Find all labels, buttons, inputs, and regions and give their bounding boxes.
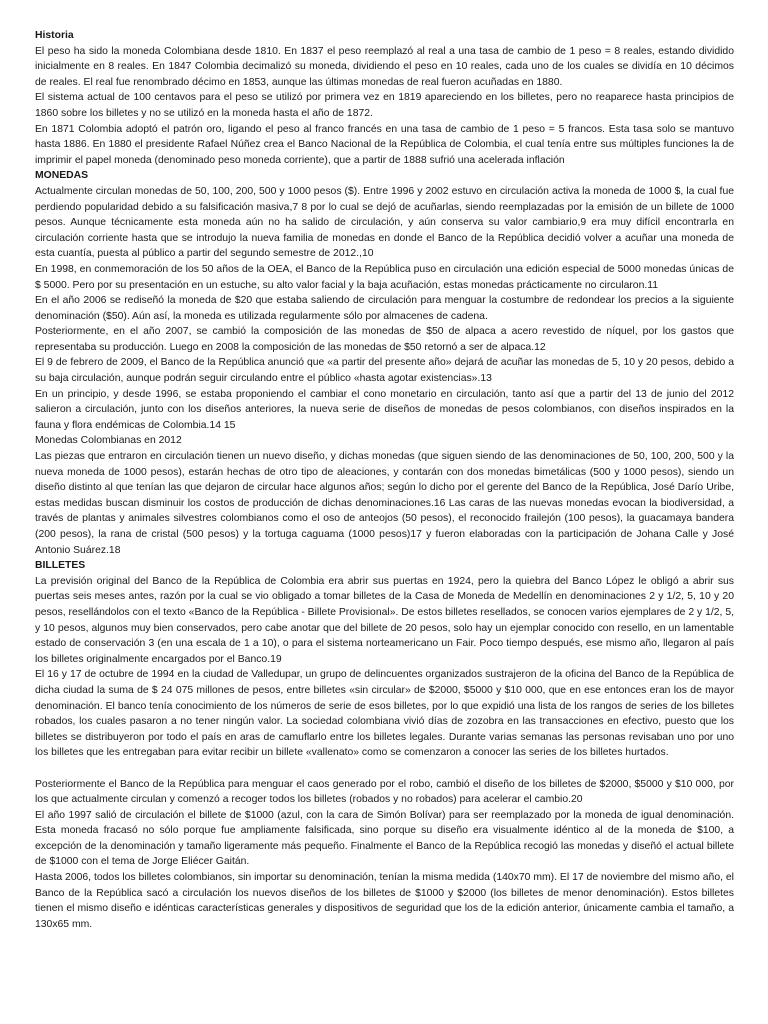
- paragraph: En 1998, en conmemoración de los 50 años de la OEA, el Banco de la República puso en circulación una edición especial de 5000 monedas únicas de $ 5000. Pero por su presentación en un estuche, su alto valor facial y la baja acuñación, estas monedas prácticamente no circularon.11: [35, 263, 734, 291]
- paragraph: En el año 2006 se rediseñó la moneda de $20 que estaba saliendo de circulación para menguar la costumbre de redondear los precios a la siguiente denominación ($50). Aún así, la moneda es utilizada regularmente sólo por almacenes de cadena.: [35, 295, 734, 322]
- section-monedas: [35, 168, 734, 558]
- paragraph: El peso ha sido la moneda Colombiana desde 1810. En 1837 el peso reemplazó al real a una tasa de cambio de 1 peso = 8 reales, estando dividido inicialmente en 8 reales. En 1847 Colombia decimalizó su moneda, dividiendo el peso en 10 reales, cada uno de los cuales se dividía en 10 décimos de reales. El real fue renombrado décimo en 1853, aunque las últimas monedas de real fueron acuñadas en 1880.: [35, 45, 734, 88]
- subheading: Monedas Colombianas en 2012: [35, 435, 182, 447]
- paragraph: En un principio, y desde 1996, se estaba proponiendo el cambiar el cono monetario en circulación, tanto así que a partir del 13 de junio del 2012 salieron a circulación, junto con los diseños anteriores, la nueva serie de diseños de monedas de pesos colombianos, con diseños inspirados en la fauna y flora endémicas de Colombia.14 15: [35, 388, 734, 431]
- paragraph: Actualmente circulan monedas de 50, 100, 200, 500 y 1000 pesos ($). Entre 1996 y 2002 estuvo en circulación activa la moneda de 1000 $, la cual fue perdiendo popularidad debido a su falsificación masiva,7 8 por lo cual se dejó de acuñarlas, siendo reemplazadas por la emisión de un billete de 1000 pesos. Aunque técnicamente esta moneda aún no ha salido de circulación, y aún conserva su valor cambiario,9 era muy difícil encontrarla en circulación corriente hasta que se introdujo la nueva familia de monedas en donde el Banco de la República decidió volver a acuñar una moneda de esta cuantía, puesta al público a partir del segundo semestre de 2012.,10: [35, 185, 734, 260]
- section-historia: [35, 28, 734, 168]
- paragraph-spacer: [35, 761, 734, 777]
- paragraph: Hasta 2006, todos los billetes colombianos, sin importar su denominación, tenían la misma medida (140x70 mm). El 17 de noviembre del mismo año, el Banco de la República sacó a circulación los nuevos diseños de los billetes de $1000 y $2000 (los billetes de menor denominación). Estos billetes tienen el mismo diseño e idénticas características generales y dispositivos de seguridad que los de la edición anterior, únicamente cambia el tamaño, a 130x65 mm.: [35, 872, 734, 930]
- paragraph: El año 1997 salió de circulación el billete de $1000 (azul, con la cara de Simón Bolívar) para ser reemplazado por la moneda de igual denominación. Esta moneda fracasó no sólo porque fue ampliamente falsificada, sino porque su diseño era visualmente idéntico al de la moneda de $100, a excepción de la denominación y tamaño ligeramente más pequeño. Finalmente el Banco de la República recogió las monedas y diseñó el actual billete de $1000 con el tema de Jorge Eliécer Gaitán.: [35, 809, 734, 868]
- paragraph: El 9 de febrero de 2009, el Banco de la República anunció que «a partir del presente año» dejará de acuñar las monedas de 5, 10 y 20 pesos, debido a su baja circulación, aunque podrán seguir circulando entre el público «hasta agotar existencias».13: [35, 357, 734, 385]
- paragraph: Las piezas que entraron en circulación tienen un nuevo diseño, y dichas monedas (que siguen siendo de las denominaciones de 50, 100, 200, 500 y la nueva moneda de 1000 pesos), estarán hechas de otro tipo de aleaciones, y contarán con dos monedas bimetálicas (500 y 1000 pesos), siendo un diseño distinto al que tenían las que dejaron de circular hace algunos años; según lo dicho por el gerente del Banco de la República, José Darío Uribe, estas medidas buscan disminuir los costos de producción de dichas denominaciones.16 Las caras de las nuevas monedas evocan la biodiversidad, a través de plantas y animales silvestres colombianos como el oso de anteojos (50 pesos), el reconocido frailejón (100 pesos), la guacamaya bandera (200 pesos), la rana de cristal (500 pesos) y la tortuga caguama (1000 pesos)17 y fueron elaboradas con la participación de Johana Calle y José Antonio Suárez.18: [35, 451, 734, 556]
- section-title-historia: Historia: [35, 30, 74, 41]
- paragraph: El sistema actual de 100 centavos para el peso se utilizó por primera vez en 1819 apareciendo en los billetes, pero no reaparece hasta principios de 1860 sobre los billetes y no se utilizó en la moneda hasta el año de 1872.: [35, 92, 734, 119]
- paragraph: En 1871 Colombia adoptó el patrón oro, ligando el peso al franco francés en una tasa de cambio de 1 peso = 5 francos. Esta tasa solo se mantuvo hasta 1886. En 1880 el presidente Rafael Núñez crea el Banco Nacional de la República de Colombia, el cual tenía entre sus múltiples funciones la de imprimir el papel moneda (denominado peso moneda corriente), que a partir de 1888 sufrió una acelerada inflación: [35, 123, 734, 166]
- paragraph: El 16 y 17 de octubre de 1994 en la ciudad de Valledupar, un grupo de delincuentes organizados sustrajeron de la oficina del Banco de la República de dicha ciudad la suma de $ 24 075 millones de pesos, entre billetes «sin circular» de $2000, $5000 y $10 000, que en ese entonces eran los de mayor denominación. El banco tenía conocimiento de los números de serie de esos billetes, por lo que expidió una lista de los rangos de series de los billetes robados, los cuales pasaron a no tener ningún valor. La sociedad colombiana vivió días de zozobra en las transacciones en efectivo, puesto que los billetes se distribuyeron por todo el país en aras de camuflarlo entre los billetes legales. Durante varias semanas las personas revisaban uno por uno los billetes que les entregaban para evitar recibir un billete «vallenato» como se comenzaron a conocer las series de los billetes hurtados.: [35, 669, 734, 759]
- paragraph: La previsión original del Banco de la República de Colombia era abrir sus puertas en 1924, pero la quiebra del Banco López le obligó a abrir sus puertas seis meses antes, razón por la cual se vio obligado a tomar billetes de la Casa de Moneda de Medellín en denominaciones 2 y 1/2, 5, 10 y 20 pesos, resellándolos con el texto «Banco de la República - Billete Provisional». De estos billetes resellados, se conocen varios ejemplares de 2 y 1/2, 5, y 10 pesos, algunos muy bien conservados, pero cabe anotar que del billete de 20 pesos, solo hay un ejemplar conocido con resello, en un lamentable estado de conservación 3 (en una escala de 1 a 10), o para el sistema norteamericano un Fair. Poco tiempo después, ese mismo año, llegaron al país los billetes originalmente encargados por el Banco.19: [35, 575, 734, 665]
- section-title-billetes: BILLETES: [35, 560, 86, 572]
- section-title-monedas: MONEDAS: [35, 170, 89, 182]
- section-billetes: [35, 558, 734, 932]
- paragraph: Posteriormente el Banco de la República para menguar el caos generado por el robo, cambió el diseño de los billetes de $2000, $5000 y $10 000, por los que actualmente circulan y comenzó a recoger todos los billetes (robados y no robados) para acelerar el cambio.20: [35, 778, 734, 806]
- paragraph: Posteriormente, en el año 2007, se cambió la composición de las monedas de $50 de alpaca a acero revestido de níquel, por los gastos que representaba su producción. Luego en 2008 la composición de las monedas de $50 retornó a ser de alpaca.12: [35, 326, 734, 353]
